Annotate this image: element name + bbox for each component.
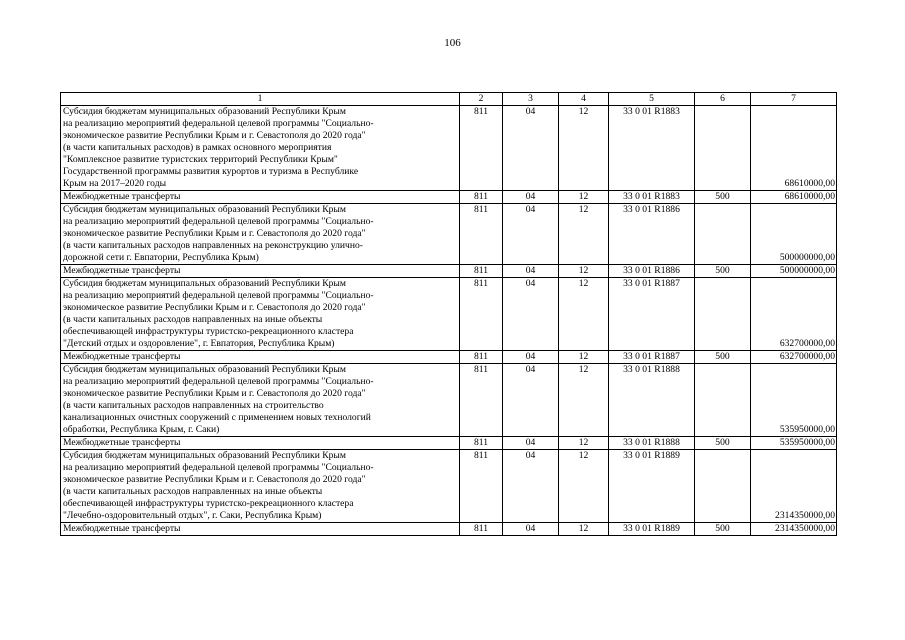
subsection-code: 12 [559, 204, 609, 265]
description-line: экономическое развитие Республики Крым и г. Севастополя до 2020 года" [63, 302, 366, 313]
subsidy-description [61, 204, 460, 265]
subsection-code: 12 [559, 351, 609, 364]
target-article-code: 33 0 01 R1888 [609, 364, 695, 437]
subsidy-row [61, 204, 837, 265]
transfer-label: Межбюджетные трансферты [61, 437, 460, 450]
subsidy-row [61, 278, 837, 351]
description-line: "Детский отдых и оздоровление", г. Евпатория, Республика Крым) [63, 338, 335, 349]
target-article-code: 33 0 01 R1887 [609, 278, 695, 351]
description-line: "Комплексное развитие туристских территорий Республики Крым" [63, 154, 338, 165]
transfer-label: Межбюджетные трансферты [61, 523, 460, 536]
column-number: 7 [751, 93, 837, 106]
description-line: на реализацию мероприятий федеральной целевой программы "Социально- [63, 216, 374, 227]
description-line: (в части капитальных расходов направленных на строительство [63, 400, 324, 411]
subsidy-row [61, 450, 837, 523]
subsidy-row [61, 106, 837, 191]
subsection-code: 12 [559, 523, 609, 536]
description-line: Субсидия бюджетам муниципальных образований Республики Крым [63, 450, 346, 461]
transfer-row [61, 351, 837, 364]
department-code: 811 [460, 523, 503, 536]
column-number: 2 [460, 93, 503, 106]
column-number: 1 [61, 93, 460, 106]
description-line: дорожной сети г. Евпатории, Республика Крым) [63, 252, 259, 263]
expense-type-code [695, 106, 751, 191]
target-article-code: 33 0 01 R1886 [609, 204, 695, 265]
amount: 500000000,00 [751, 265, 837, 278]
description-line: на реализацию мероприятий федеральной целевой программы "Социально- [63, 118, 374, 129]
transfer-label: Межбюджетные трансферты [61, 351, 460, 364]
subsection-code: 12 [559, 265, 609, 278]
section-code: 04 [503, 523, 559, 536]
column-number-row [61, 93, 837, 106]
department-code: 811 [460, 204, 503, 265]
expense-type-code [695, 364, 751, 437]
section-code: 04 [503, 191, 559, 204]
description-line: на реализацию мероприятий федеральной целевой программы "Социально- [63, 376, 374, 387]
department-code: 811 [460, 278, 503, 351]
subsection-code: 12 [559, 364, 609, 437]
subsection-code: 12 [559, 450, 609, 523]
subsection-code: 12 [559, 106, 609, 191]
amount: 2314350000,00 [751, 450, 837, 523]
expense-type-code [695, 278, 751, 351]
description-line: (в части капитальных расходов направленных на реконструкцию улично- [63, 240, 363, 251]
column-number: 5 [609, 93, 695, 106]
column-number: 6 [695, 93, 751, 106]
column-number: 4 [559, 93, 609, 106]
amount: 2314350000,00 [751, 523, 837, 536]
description-line: экономическое развитие Республики Крым и г. Севастополя до 2020 года" [63, 228, 366, 239]
description-line: экономическое развитие Республики Крым и г. Севастополя до 2020 года" [63, 474, 366, 485]
target-article-code: 33 0 01 R1883 [609, 106, 695, 191]
target-article-code: 33 0 01 R1883 [609, 191, 695, 204]
target-article-code: 33 0 01 R1886 [609, 265, 695, 278]
target-article-code: 33 0 01 R1889 [609, 450, 695, 523]
department-code: 811 [460, 351, 503, 364]
description-line: Субсидия бюджетам муниципальных образований Республики Крым [63, 106, 346, 117]
description-line: (в части капитальных расходов) в рамках основного мероприятия [63, 142, 332, 153]
description-line: Субсидия бюджетам муниципальных образований Республики Крым [63, 364, 346, 375]
description-line: обработки, Республика Крым, г. Саки) [63, 424, 220, 435]
transfer-label: Межбюджетные трансферты [61, 265, 460, 278]
amount: 632700000,00 [751, 278, 837, 351]
description-line: обеспечивающей инфраструктуры туристско-рекреационного кластера [63, 498, 354, 509]
amount: 500000000,00 [751, 204, 837, 265]
subsection-code: 12 [559, 278, 609, 351]
amount: 535950000,00 [751, 437, 837, 450]
section-code: 04 [503, 351, 559, 364]
description-line: на реализацию мероприятий федеральной целевой программы "Социально- [63, 290, 374, 301]
department-code: 811 [460, 450, 503, 523]
expense-type-code: 500 [695, 523, 751, 536]
department-code: 811 [460, 265, 503, 278]
description-line: Государственной программы развития курортов и туризма в Республике [63, 166, 359, 177]
section-code: 04 [503, 437, 559, 450]
subsection-code: 12 [559, 437, 609, 450]
expense-type-code [695, 204, 751, 265]
subsidy-description [61, 450, 460, 523]
description-line: экономическое развитие Республики Крым и г. Севастополя до 2020 года" [63, 388, 366, 399]
expense-type-code: 500 [695, 351, 751, 364]
transfer-row [61, 523, 837, 536]
amount: 632700000,00 [751, 351, 837, 364]
target-article-code: 33 0 01 R1889 [609, 523, 695, 536]
amount: 535950000,00 [751, 364, 837, 437]
description-line: (в части капитальных расходов направленных на иные объекты [63, 486, 323, 497]
department-code: 811 [460, 437, 503, 450]
expense-type-code: 500 [695, 437, 751, 450]
expense-type-code [695, 450, 751, 523]
transfer-row [61, 437, 837, 450]
description-line: экономическое развитие Республики Крым и г. Севастополя до 2020 года" [63, 130, 366, 141]
subsection-code: 12 [559, 191, 609, 204]
description-line: Субсидия бюджетам муниципальных образований Республики Крым [63, 204, 346, 215]
amount: 68610000,00 [751, 106, 837, 191]
section-code: 04 [503, 106, 559, 191]
target-article-code: 33 0 01 R1888 [609, 437, 695, 450]
section-code: 04 [503, 364, 559, 437]
expense-type-code: 500 [695, 191, 751, 204]
department-code: 811 [460, 191, 503, 204]
subsidy-row [61, 364, 837, 437]
column-number: 3 [503, 93, 559, 106]
subsidy-description [61, 278, 460, 351]
transfer-row [61, 191, 837, 204]
budget-table [60, 92, 837, 536]
section-code: 04 [503, 278, 559, 351]
description-line: канализационных очистных сооружений с применением новых технологий [63, 412, 371, 423]
section-code: 04 [503, 265, 559, 278]
transfer-label: Межбюджетные трансферты [61, 191, 460, 204]
description-line: "Лечебно-оздоровительный отдых", г. Саки, Республика Крым) [63, 510, 322, 521]
description-line: Субсидия бюджетам муниципальных образований Республики Крым [63, 278, 346, 289]
section-code: 04 [503, 450, 559, 523]
department-code: 811 [460, 106, 503, 191]
subsidy-description [61, 106, 460, 191]
target-article-code: 33 0 01 R1887 [609, 351, 695, 364]
description-line: Крым на 2017–2020 годы [63, 178, 167, 189]
description-line: (в части капитальных расходов направленных на иные объекты [63, 314, 323, 325]
transfer-row [61, 265, 837, 278]
page-number: 106 [444, 37, 461, 49]
subsidy-description [61, 364, 460, 437]
amount: 68610000,00 [751, 191, 837, 204]
description-line: обеспечивающей инфраструктуры туристско-рекреационного кластера [63, 326, 354, 337]
department-code: 811 [460, 364, 503, 437]
section-code: 04 [503, 204, 559, 265]
description-line: на реализацию мероприятий федеральной целевой программы "Социально- [63, 462, 374, 473]
expense-type-code: 500 [695, 265, 751, 278]
